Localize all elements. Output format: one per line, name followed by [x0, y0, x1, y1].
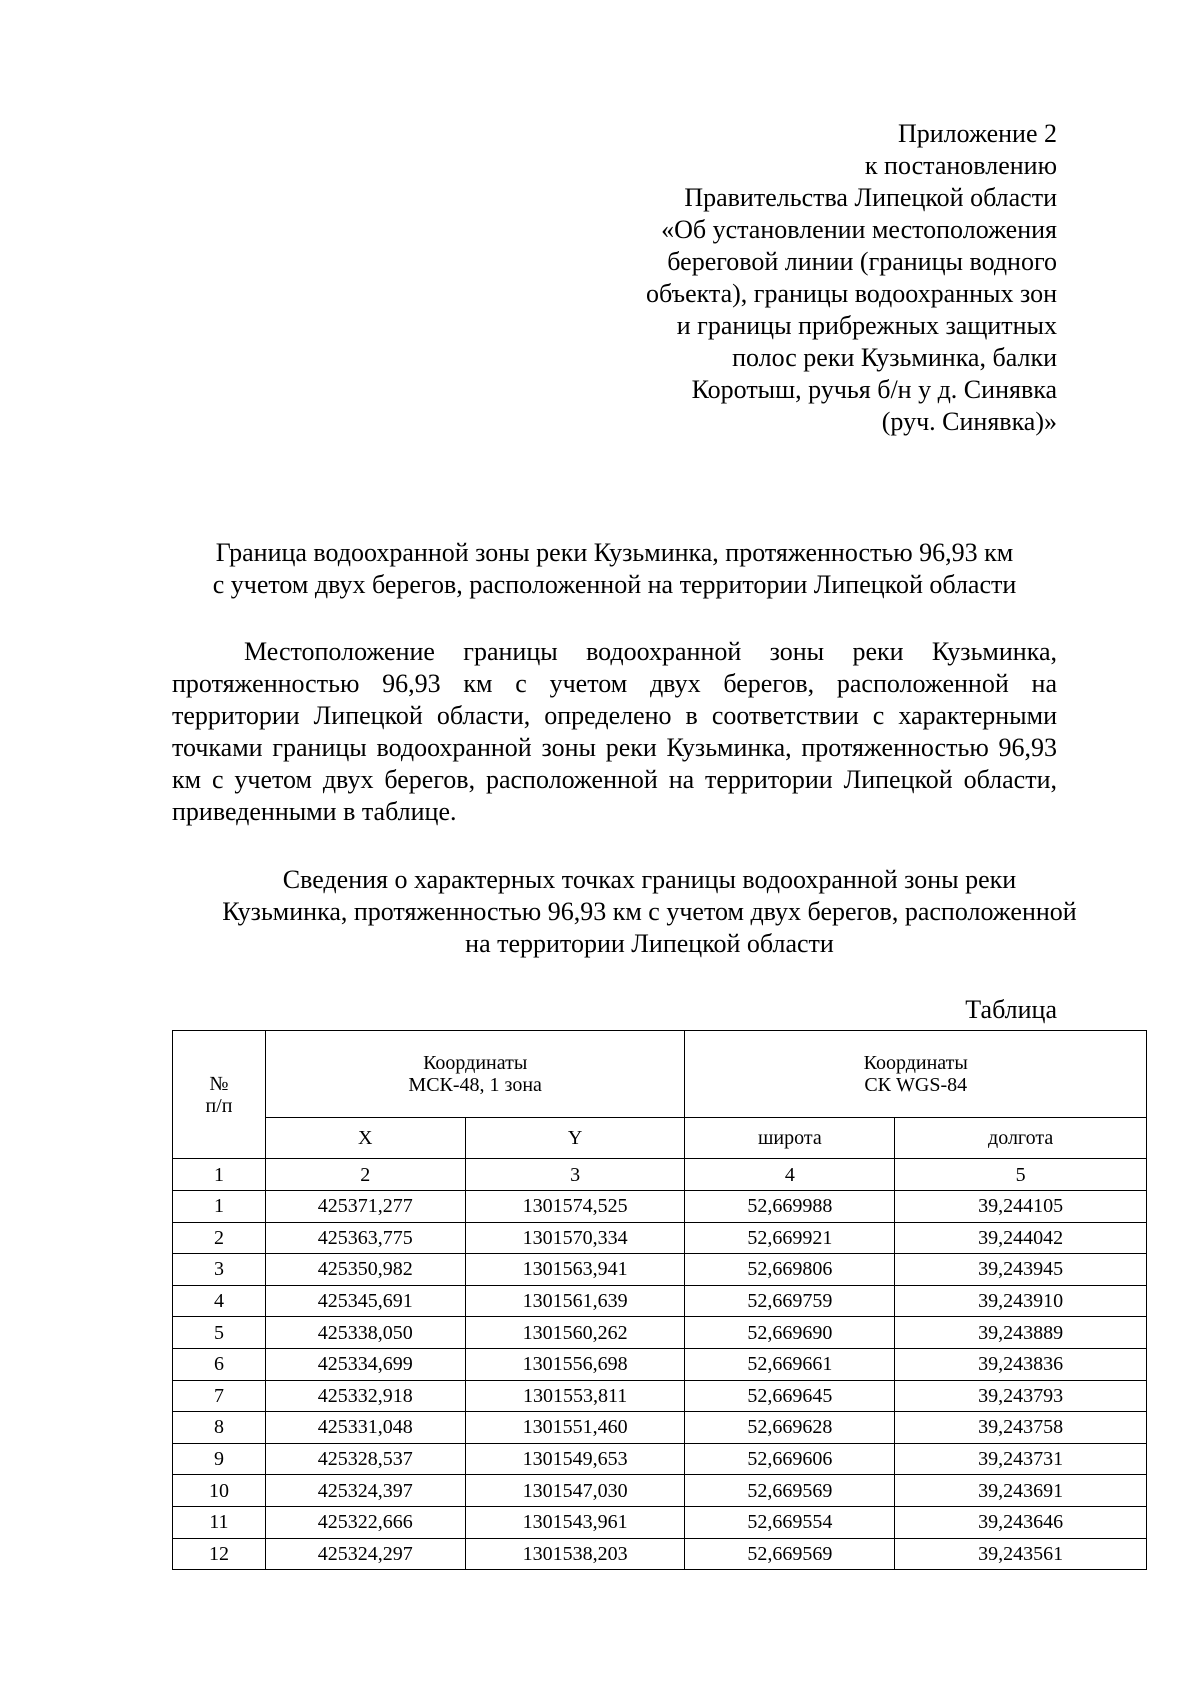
heading-line: Граница водоохранной зоны реки Кузьминка, протяженностью 96,93 км [215, 538, 1014, 567]
body-paragraph [172, 636, 1057, 828]
paragraph-line: км с учетом двух берегов, расположенной на территории Липецкой области, [172, 765, 1057, 794]
y-coordinate-cell: 1301549,653 [465, 1443, 685, 1475]
point-number-cell: 2 [173, 1222, 266, 1254]
table-header-row [173, 1031, 1147, 1118]
longitude-cell: 39,243758 [895, 1412, 1147, 1444]
latitude-cell: 52,669606 [685, 1443, 895, 1475]
subheader-latitude: широта [685, 1118, 895, 1159]
latitude-cell: 52,669806 [685, 1254, 895, 1286]
header-num-line: № [209, 1072, 229, 1095]
y-coordinate-cell: 1301570,334 [465, 1222, 685, 1254]
paragraph-line: территории Липецкой области, определено в соответствии с характерными [172, 701, 1057, 730]
column-number: 3 [465, 1159, 685, 1191]
y-coordinate-cell: 1301560,262 [465, 1317, 685, 1349]
appendix-line: Коротыш, ручья б/н у д. Синявка [691, 375, 1057, 404]
table-row [173, 1380, 1147, 1412]
point-number-cell: 12 [173, 1538, 266, 1570]
y-coordinate-cell: 1301538,203 [465, 1538, 685, 1570]
table-row [173, 1506, 1147, 1538]
header-msk-line: МСК-48, 1 зона [408, 1074, 542, 1096]
longitude-cell: 39,243731 [895, 1443, 1147, 1475]
table-row [173, 1222, 1147, 1254]
column-number: 1 [173, 1159, 266, 1191]
x-coordinate-cell: 425345,691 [265, 1285, 465, 1317]
appendix-block [497, 118, 1057, 438]
appendix-line: полос реки Кузьминка, балки [732, 343, 1057, 372]
table-title [172, 864, 1127, 960]
appendix-line: Правительства Липецкой области [684, 183, 1057, 212]
point-number-cell: 8 [173, 1412, 266, 1444]
header-wgs-line: Координаты [863, 1052, 968, 1074]
paragraph-line: протяженностью 96,93 км с учетом двух берегов, расположенной на [172, 669, 1057, 698]
subheader-x: X [265, 1118, 465, 1159]
latitude-cell: 52,669554 [685, 1506, 895, 1538]
latitude-cell: 52,669569 [685, 1538, 895, 1570]
paragraph-line: точками границы водоохранной зоны реки Кузьминка, протяженностью 96,93 [172, 733, 1057, 762]
point-number-cell: 3 [173, 1254, 266, 1286]
y-coordinate-cell: 1301556,698 [465, 1348, 685, 1380]
table-title-line: Кузьминка, протяженностью 96,93 км с учетом двух берегов, расположенной [222, 897, 1077, 926]
paragraph-line: Местоположение границы водоохранной зоны реки Кузьминка, [244, 637, 1057, 666]
point-number-cell: 1 [173, 1191, 266, 1223]
table-row [173, 1191, 1147, 1223]
table-title-line: Сведения о характерных точках границы водоохранной зоны реки [282, 865, 1017, 894]
y-coordinate-cell: 1301563,941 [465, 1254, 685, 1286]
point-number-cell: 9 [173, 1443, 266, 1475]
table-subheader-row [173, 1118, 1147, 1159]
appendix-line: Приложение 2 [897, 119, 1057, 148]
heading-line: с учетом двух берегов, расположенной на территории Липецкой области [212, 570, 1017, 599]
x-coordinate-cell: 425322,666 [265, 1506, 465, 1538]
column-number: 2 [265, 1159, 465, 1191]
longitude-cell: 39,243910 [895, 1285, 1147, 1317]
x-coordinate-cell: 425371,277 [265, 1191, 465, 1223]
longitude-cell: 39,243889 [895, 1317, 1147, 1349]
longitude-cell: 39,244105 [895, 1191, 1147, 1223]
y-coordinate-cell: 1301551,460 [465, 1412, 685, 1444]
header-wgs-line: СК WGS-84 [864, 1074, 968, 1096]
longitude-cell: 39,243691 [895, 1475, 1147, 1507]
table-row [173, 1254, 1147, 1286]
header-msk-line: Координаты [423, 1052, 528, 1074]
latitude-cell: 52,669645 [685, 1380, 895, 1412]
x-coordinate-cell: 425324,297 [265, 1538, 465, 1570]
y-coordinate-cell: 1301561,639 [465, 1285, 685, 1317]
latitude-cell: 52,669988 [685, 1191, 895, 1223]
point-number-cell: 11 [173, 1506, 266, 1538]
x-coordinate-cell: 425338,050 [265, 1317, 465, 1349]
table-row [173, 1475, 1147, 1507]
table-row [173, 1443, 1147, 1475]
point-number-cell: 5 [173, 1317, 266, 1349]
latitude-cell: 52,669759 [685, 1285, 895, 1317]
x-coordinate-cell: 425332,918 [265, 1380, 465, 1412]
point-number-cell: 10 [173, 1475, 266, 1507]
table-row [173, 1285, 1147, 1317]
header-wgs-cell [685, 1031, 1147, 1118]
paragraph-line: приведенными в таблице. [172, 797, 457, 826]
y-coordinate-cell: 1301547,030 [465, 1475, 685, 1507]
y-coordinate-cell: 1301543,961 [465, 1506, 685, 1538]
point-number-cell: 7 [173, 1380, 266, 1412]
table-title-line: на территории Липецкой области [465, 929, 834, 958]
longitude-cell: 39,243793 [895, 1380, 1147, 1412]
latitude-cell: 52,669921 [685, 1222, 895, 1254]
table-row [173, 1317, 1147, 1349]
longitude-cell: 39,243646 [895, 1506, 1147, 1538]
column-number: 5 [895, 1159, 1147, 1191]
coordinates-table [172, 1030, 1147, 1570]
point-number-cell: 4 [173, 1285, 266, 1317]
longitude-cell: 39,243836 [895, 1348, 1147, 1380]
point-number-cell: 6 [173, 1348, 266, 1380]
latitude-cell: 52,669690 [685, 1317, 895, 1349]
document-heading [172, 537, 1057, 601]
x-coordinate-cell: 425331,048 [265, 1412, 465, 1444]
longitude-cell: 39,243561 [895, 1538, 1147, 1570]
x-coordinate-cell: 425328,537 [265, 1443, 465, 1475]
latitude-cell: 52,669661 [685, 1348, 895, 1380]
header-msk-cell [265, 1031, 685, 1118]
longitude-cell: 39,244042 [895, 1222, 1147, 1254]
appendix-line: объекта), границы водоохранных зон [646, 279, 1057, 308]
x-coordinate-cell: 425334,699 [265, 1348, 465, 1380]
appendix-line: береговой линии (границы водного [667, 247, 1057, 276]
table-row [173, 1412, 1147, 1444]
header-num-cell [173, 1031, 266, 1159]
appendix-line: «Об установлении местоположения [661, 215, 1057, 244]
table-row [173, 1348, 1147, 1380]
column-number-row [173, 1159, 1147, 1191]
table-label: Таблица [965, 995, 1057, 1024]
x-coordinate-cell: 425350,982 [265, 1254, 465, 1286]
column-number: 4 [685, 1159, 895, 1191]
latitude-cell: 52,669569 [685, 1475, 895, 1507]
header-num-line: п/п [205, 1094, 233, 1117]
subheader-longitude: долгота [895, 1118, 1147, 1159]
appendix-line: (руч. Синявка)» [881, 407, 1057, 436]
x-coordinate-cell: 425324,397 [265, 1475, 465, 1507]
y-coordinate-cell: 1301574,525 [465, 1191, 685, 1223]
appendix-line: к постановлению [864, 151, 1057, 180]
y-coordinate-cell: 1301553,811 [465, 1380, 685, 1412]
longitude-cell: 39,243945 [895, 1254, 1147, 1286]
subheader-y: Y [465, 1118, 685, 1159]
x-coordinate-cell: 425363,775 [265, 1222, 465, 1254]
latitude-cell: 52,669628 [685, 1412, 895, 1444]
appendix-line: и границы прибрежных защитных [676, 311, 1057, 340]
table-row [173, 1538, 1147, 1570]
